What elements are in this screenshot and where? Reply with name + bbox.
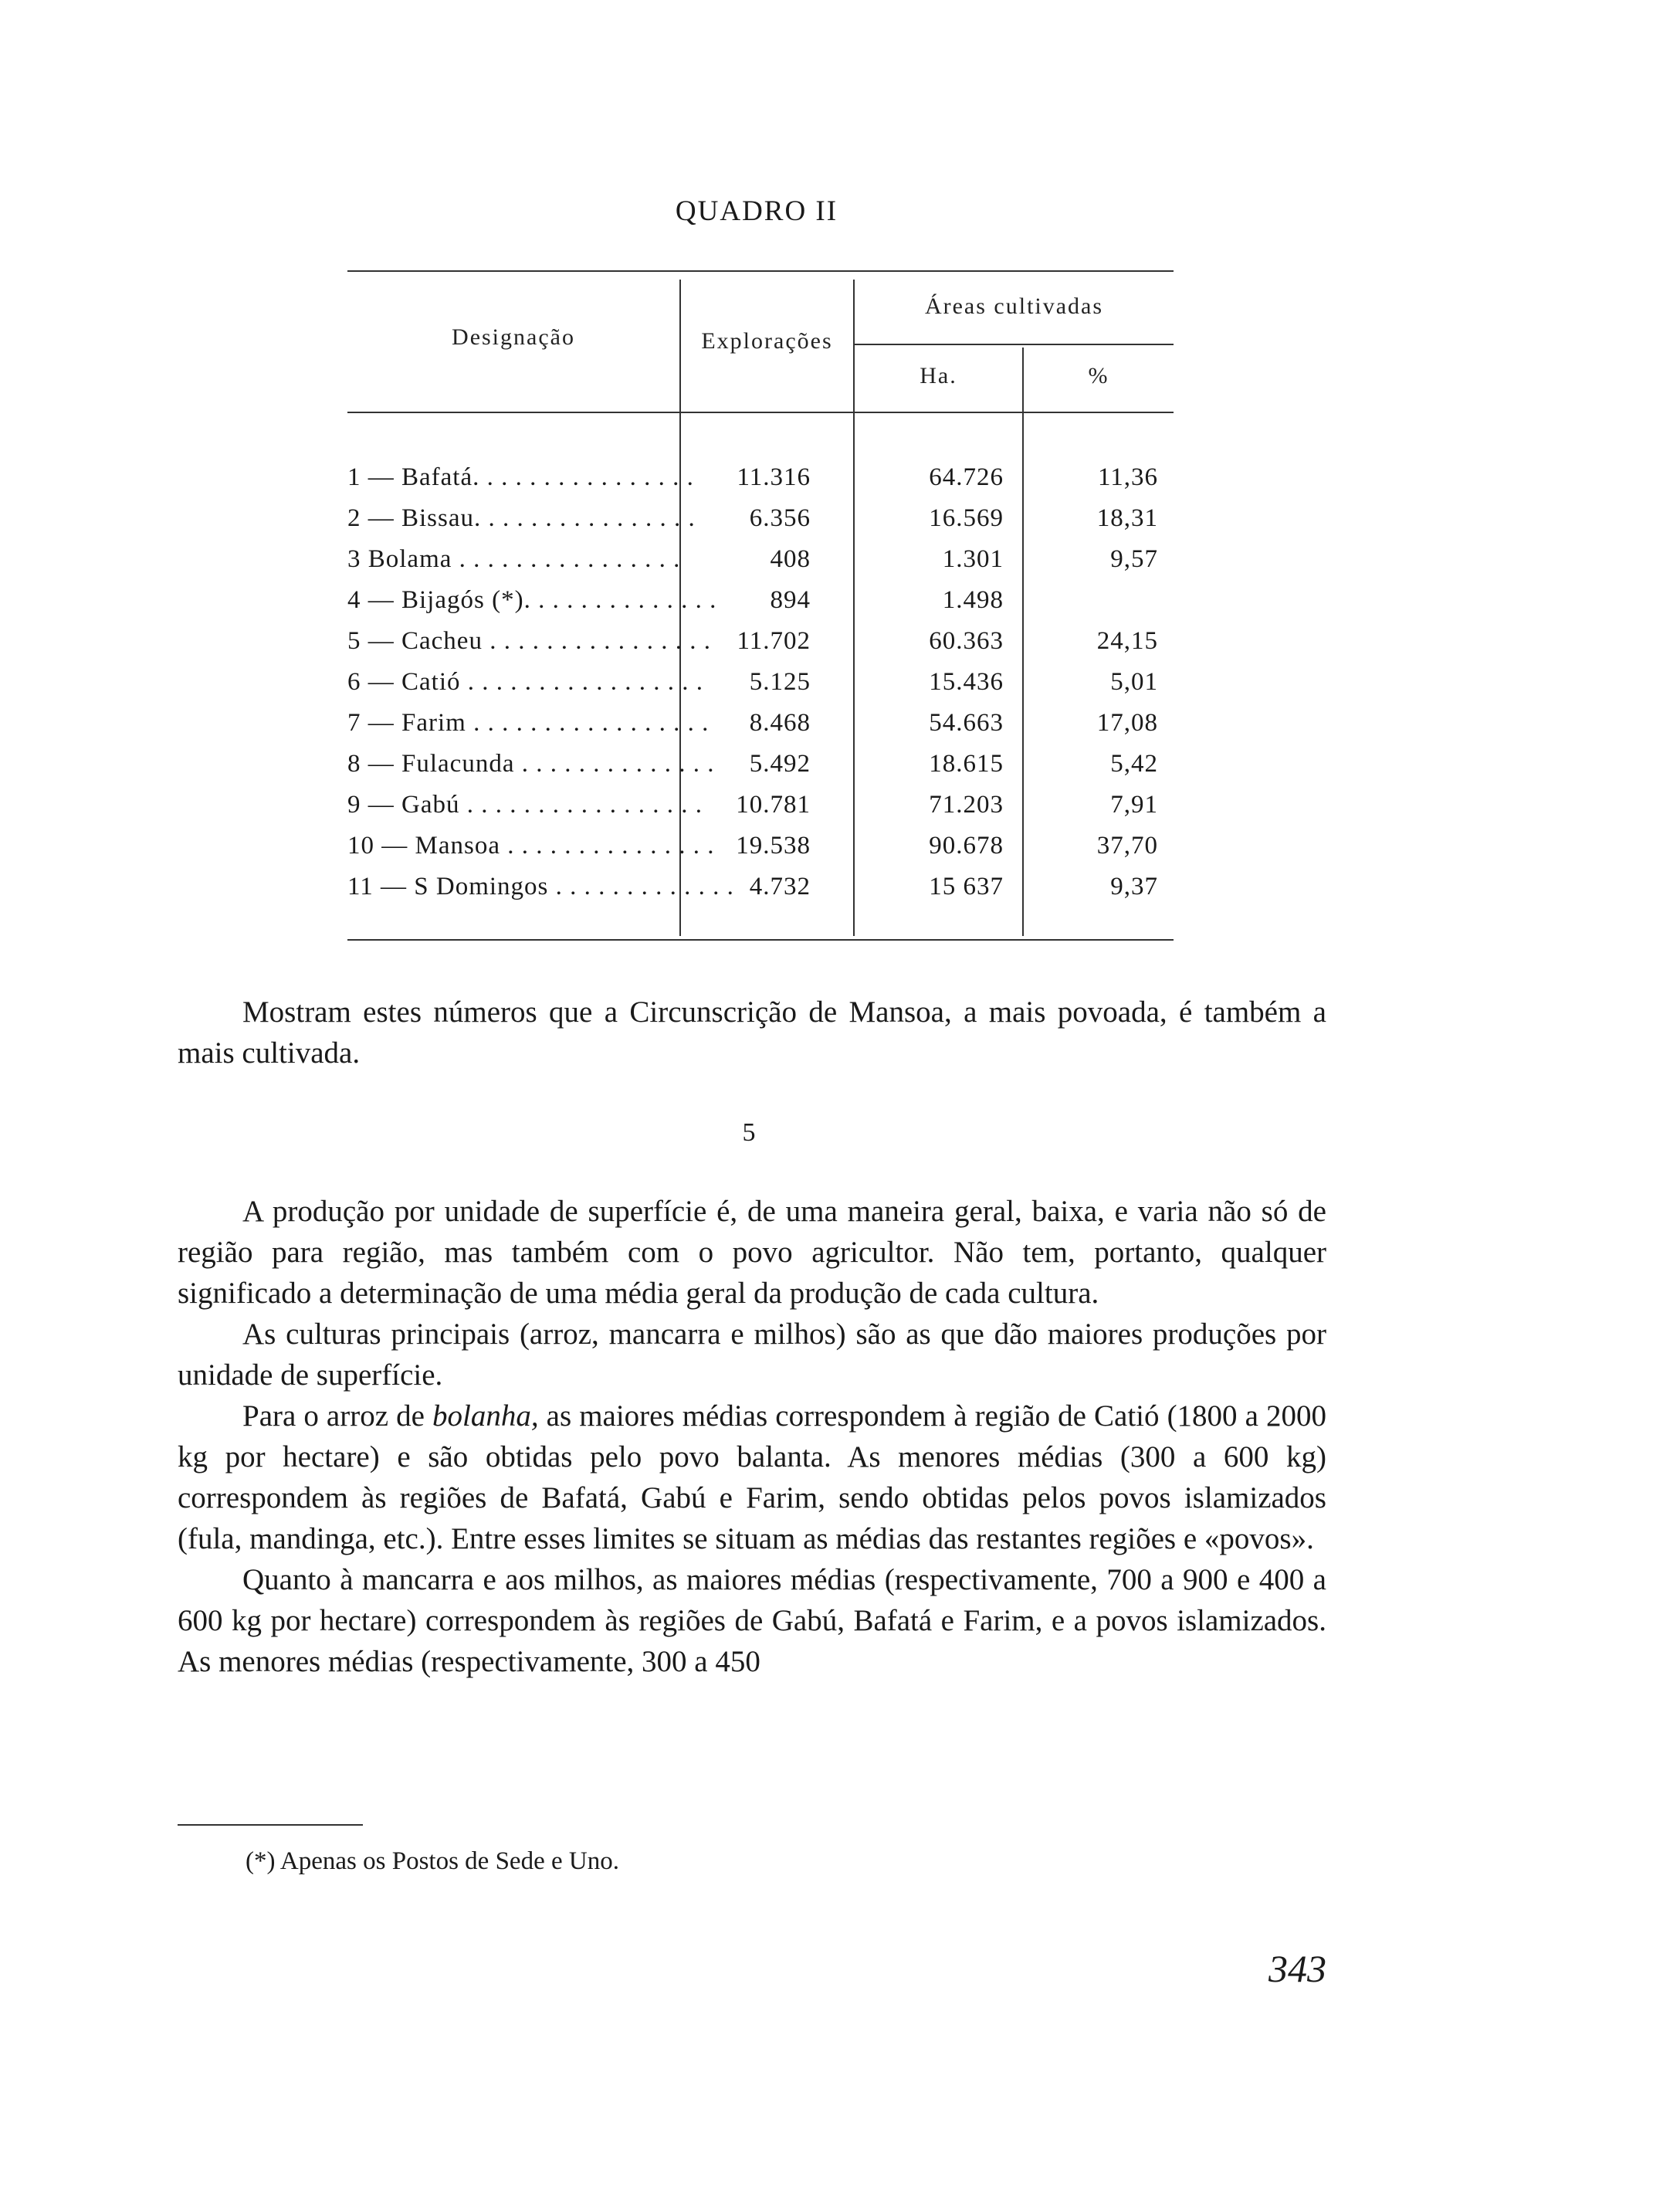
section-body bbox=[178, 1191, 1326, 1682]
cell-designacao: 6 — Catió . . . . . . . . . . . . . . . . . bbox=[347, 668, 703, 696]
cell-pct: 5,42 bbox=[1110, 750, 1158, 778]
cell-pct: 7,91 bbox=[1110, 791, 1158, 819]
cell-designacao: 7 — Farim . . . . . . . . . . . . . . . . . bbox=[347, 709, 710, 737]
table-row bbox=[347, 504, 1174, 544]
cell-ha: 54.663 bbox=[929, 709, 1004, 737]
paragraph-3-start: Para o arroz de bbox=[242, 1399, 432, 1433]
cell-designacao: 11 — S Domingos . . . . . . . . . . . . . bbox=[347, 873, 734, 900]
cell-designacao: 10 — Mansoa . . . . . . . . . . . . . . . bbox=[347, 832, 715, 860]
paragraph-3-rest: as maiores médias correspondem à região de Catió (1800 a 2000 kg por hectare) e são obtidas pelo povo balanta. As menores médias (300 a 600 kg) correspondem às regiões de Bafatá, Gabú e Farim, sendo obtidas pelos povos islamizados (fula, mandinga, etc.). Entre esses limites se situam as médias das restantes regiões e «povos». bbox=[178, 1399, 1327, 1555]
cell-ha: 60.363 bbox=[929, 627, 1004, 655]
section-paragraph-1: A produção por unidade de superfície é, de uma maneira geral, baixa, e varia não só de região para região, mas também com o povo agricultor. Não tem, portanto, qualquer significado a determinação de uma média geral da produção de cada cultura. bbox=[178, 1195, 1326, 1310]
cell-pct: 9,57 bbox=[1110, 545, 1158, 573]
cell-pct: 18,31 bbox=[1096, 504, 1158, 532]
bolanha-term: bolanha, bbox=[432, 1399, 539, 1433]
summary-text: Mostram estes números que a Circunscrição de Mansoa, a mais povoada, é também a mais cultivada. bbox=[178, 995, 1326, 1070]
header-bottom-rule bbox=[347, 412, 1174, 413]
summary-paragraph bbox=[178, 992, 1326, 1073]
cell-ha: 15 637 bbox=[929, 873, 1004, 900]
table-row bbox=[347, 627, 1174, 667]
table-row bbox=[347, 586, 1174, 626]
section-paragraph-2: As culturas principais (arroz, mancarra e milhos) são as que dão maiores produções por unidade de superfície. bbox=[178, 1318, 1326, 1392]
cell-ha: 15.436 bbox=[929, 668, 1004, 696]
table-row bbox=[347, 709, 1174, 749]
header-designacao: Designação bbox=[452, 324, 575, 350]
data-table bbox=[347, 270, 1174, 942]
cell-ha: 1.301 bbox=[942, 545, 1004, 573]
table-row bbox=[347, 463, 1174, 504]
cell-pct: 9,37 bbox=[1110, 873, 1158, 900]
section-paragraph-4: Quanto à mancarra e aos milhos, as maiores médias (respectivamente, 700 a 900 e 400 a 600 kg por hectare) correspondem às regiões de Gabú, Bafatá e Farim, e a povos islamizados. As menores médias (respectivamente, 300 a 450 bbox=[178, 1563, 1326, 1678]
cell-exploracoes: 8.468 bbox=[749, 709, 811, 737]
cell-exploracoes: 408 bbox=[770, 545, 811, 573]
table-row bbox=[347, 750, 1174, 790]
areas-subheader-rule bbox=[855, 344, 1174, 345]
cell-exploracoes: 11.316 bbox=[737, 463, 811, 491]
cell-exploracoes: 5.492 bbox=[749, 750, 811, 778]
cell-designacao: 3 Bolama . . . . . . . . . . . . . . . . bbox=[347, 545, 681, 573]
cell-ha: 18.615 bbox=[929, 750, 1004, 778]
table-row bbox=[347, 545, 1174, 585]
table-row bbox=[347, 832, 1174, 872]
header-exploracoes: Explorações bbox=[701, 328, 833, 354]
cell-exploracoes: 6.356 bbox=[749, 504, 811, 532]
page-number: 343 bbox=[1268, 1947, 1326, 1990]
cell-exploracoes: 4.732 bbox=[749, 873, 811, 900]
section-paragraph-3 bbox=[178, 1396, 1326, 1559]
header-areas-cultivadas: Áreas cultivadas bbox=[924, 293, 1104, 319]
cell-ha: 1.498 bbox=[942, 586, 1004, 614]
cell-exploracoes: 894 bbox=[770, 586, 811, 614]
table-title: QUADRO II bbox=[675, 195, 838, 227]
section-number: 5 bbox=[742, 1118, 756, 1147]
cell-designacao: 4 — Bijagós (*). . . . . . . . . . . . . . bbox=[347, 586, 717, 614]
cell-exploracoes: 19.538 bbox=[736, 832, 811, 860]
header-pct: % bbox=[1088, 363, 1109, 388]
cell-pct: 5,01 bbox=[1110, 668, 1158, 696]
cell-ha: 90.678 bbox=[929, 832, 1004, 860]
cell-designacao: 8 — Fulacunda . . . . . . . . . . . . . . bbox=[347, 750, 715, 778]
cell-designacao: 2 — Bissau. . . . . . . . . . . . . . . . bbox=[347, 504, 696, 532]
cell-pct: 17,08 bbox=[1096, 709, 1158, 737]
footnote: (*) Apenas os Postos de Sede e Uno. bbox=[246, 1847, 619, 1875]
cell-ha: 71.203 bbox=[929, 791, 1004, 819]
cell-pct: 24,15 bbox=[1096, 627, 1158, 655]
footnote-rule bbox=[178, 1824, 363, 1826]
cell-exploracoes: 5.125 bbox=[749, 668, 811, 696]
cell-ha: 16.569 bbox=[929, 504, 1004, 532]
cell-exploracoes: 11.702 bbox=[737, 627, 811, 655]
cell-designacao: 5 — Cacheu . . . . . . . . . . . . . . . . bbox=[347, 627, 711, 655]
table-top-rule bbox=[347, 270, 1174, 272]
cell-pct: 37,70 bbox=[1096, 832, 1158, 860]
table-row bbox=[347, 791, 1174, 831]
cell-designacao: 1 — Bafatá. . . . . . . . . . . . . . . . bbox=[347, 463, 694, 491]
cell-exploracoes: 10.781 bbox=[736, 791, 811, 819]
table-row bbox=[347, 668, 1174, 708]
cell-pct: 11,36 bbox=[1097, 463, 1158, 491]
table-bottom-rule bbox=[347, 939, 1174, 941]
header-ha: Ha. bbox=[920, 363, 957, 388]
cell-ha: 64.726 bbox=[929, 463, 1004, 491]
cell-designacao: 9 — Gabú . . . . . . . . . . . . . . . . . bbox=[347, 791, 703, 819]
table-row bbox=[347, 873, 1174, 913]
